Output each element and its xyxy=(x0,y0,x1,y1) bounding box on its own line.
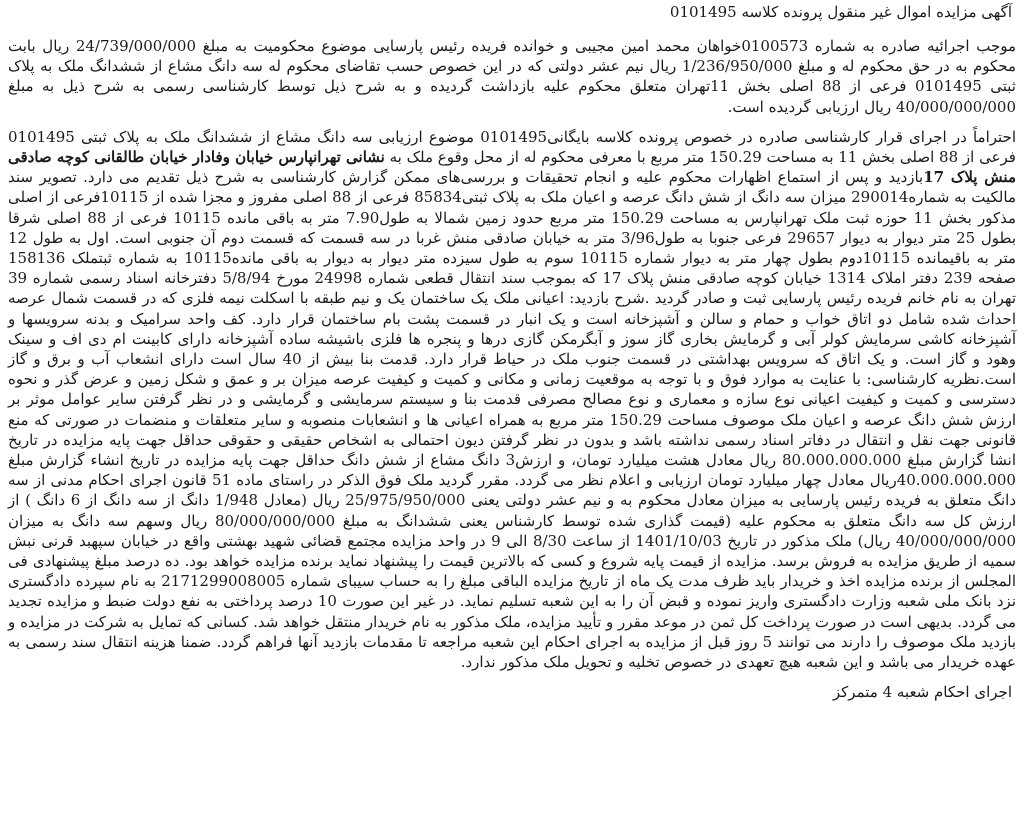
signature-line: اجرای احکام شعبه 4 متمرکز xyxy=(832,683,1012,702)
property-address: نشانی تهرانپارس خیابان وفادار خیابان طالقانی کوچه صادقی منش پلاک 17 xyxy=(8,148,1016,187)
expert-report-text-rest: بازدید و پس از استماع اظهارات محکوم علیه و انجام تحقیقات و بررسی‌های ممکن گزارش کارشناسی به شرح ذیل تقدیم می دارد. تصویر سند مالکیت به شماره290014 میزان سه دانگ از شش دانگ عرصه و اعیان ملک به پلاک ثبتی85834 فرعی از 88 اصلی مفروز و مجزا شده از 10115فرعی از اصلی مذکور بخش 11 حوزه ثبت ملک تهرانپارس به مساحت 150.29 متر مربع حدود زمین شمالا به طول7.90 متر به باقی مانده 10115 فرعی از 88 اصلی شرقا بطول 25 متر دیوار به دیوار 29657 فرعی جنوبا به طول3/96 متر به خیابان صادقی منش غربا در سه قسمت که قسمت دوم آن جنوبی است. اول به طول 12 متر به باقیمانده 10115دوم بطول چهار متر به دیوار شماره 10115 سوم به طول سیزده متر دیوار به دیوار به باقی مانده10115 به شماره ثبتملک 158136 صفحه 239 دفتر املاک 1314 خیابان کوچه صادقی منش پلاک 17 که بموجب سند انتقال قطعی شماره 24998 مورخ 5/8/94 دفترخانه اسناد رسمی شماره 39 تهران به نام خانم فریده رئیس پارسایی ثبت و صادر گردید .شرح بازدید: اعیانی ملک یک ساختمان یک و نیم طبقه با اسکلت نیمه فلزی که در قسمت شمال عرصه احداث شده شامل دو اتاق خواب و حمام و سالن و آشپزخانه است و یک انبار در قسمت پشت بام ساختمان قرار دارد. کف واحد سرامیک و بدنه سرویسها و آشپزخانه کاشی سرمایش کولر آبی و گرمایش بخاری گاز سوز و آبگرمکن گازی درها و پنجره ها فلزی باشیشه ساده آشپزخانه دارای کابینت ام دی اف و سینک وهود و گاز است. و یک اتاق که سرویس بهداشتی در قسمت جنوب ملک در حیاط قرار دارد. قدمت بنا بیش از 40 سال است دارای انشعاب آب و برق و گاز است.نظریه کارشناسی: با عنایت به موارد فوق و با توجه به موقعیت زمانی و مکانی و کمیت و کیفیت عرصه میزان بر و عمق و شکل زمین و عرض گذر و نحوه دسترسی و کمیت و کیفیت اعیانی نوع سازه و معماری و نوع مصالح مصرفی قدمت بنا و سیستم سرمایشی و گرمایشی و در نظر گرفتن سایر عوامل موثر بر ارزش شش دانگ عرصه و اعیان ملک موصوف مساحت 150.29 متر مربع به همراه اعیانی ها و انشعابات منصوبه و سایر متعلقات و منضمات در صورتی که منع قانونی جهت نقل و انتقال در دفاتر اسناد رسمی نداشته باشد و بدون در نظر گرفتن دیون احتمالی به اشخاص حقیقی و حقوقی حداقل جهت پایه مزایده در تاریخ انشا گزارش مبلغ 80.000.000.000 ریال معادل هشت میلیارد تومان، و ارزش3 دانگ مشاع از شش دانگ حداقل جهت پایه مزایده در تاریخ انشاء گزارش مبلغ 40.000.000.000ریال معادل چهار میلیارد تومان ارزیابی و اعلام نظر می گردد. مقرر گردید ملک فوق الذکر در راستای ماده 51 قانون اجرای احکام مدنی از سه دانگ متعلق به فریده رئیس پارسایی به میزان معادل محکوم به و نیم عشر دولتی یعنی 25/975/950/000 ریال (معادل 1/948 دانگ از سه دانگ از 6 دانگ ) از ارزش کل سه دانگ متعلق به محکوم علیه (قیمت گذاری شده توسط کارشناس یعنی ششدانگ به مبلغ 80/000/000/000 ریال وسهم سه دانگ به میزان 40/000/000/000 ریال) ملک مذکور در تاریخ 1401/10/03 از ساعت 8/30 الی 9 در واحد مزایده مجتمع قضائی شهید بهشتی واقع در خیابان سپهبد قرنی نبش سمیه از طریق مزایده به فروش برسد. مزایده از قیمت پایه شروع و کسی که بالاترین قیمت را پیشنهاد نماید برنده مزایده خواهد بود. ده درصد مبلغ پیشنهادی فی المجلس از برنده مزایده اخذ و خریدار باید ظرف مدت یک ماه از تاریخ مزایده الباقی مبلغ را به حساب سیبای شماره 2171299008005 به نام سپرده دادگستری نزد بانک ملی شعبه وزارت دادگستری واریز نموده و قبض آن را به این شعبه تسلیم نماید. در غیر این صورت 10 درصد پرداختی به نفع دولت ضبط و مزایده تجدید می گردد. بدیهی است در صورت پرداخت کل ثمن در موعد مقرر و تأیید مزایده، ملک مذکور به نام خریدار منتقل خواهد شد. کسانی که تمایل به شرکت در مزایده و بازدید ملک موصوف را دارند می توانند 5 روز قبل از مزایده به اجرای احکام این شعبه مراجعه تا مقدمات بازدید آنها فراهم گردد. ضمنا هزینه انتقال سند رسمی به عهده خریدار می باشد و این شعبه هیچ تعهدی در خصوص تخلیه و تحویل ملک مذکور ندارد. xyxy=(8,168,1017,672)
document-title: آگهی مزایده اموال غیر منقول پرونده کلاسه 0101495 xyxy=(669,3,1012,21)
expert-report-text-start: احتراماً در اجرای قرار کارشناسی صادره در خصوص پرونده کلاسه بایگانی0101495 موضوع ارزیابی سه دانگ مشاع از ششدانگ ملک به پلاک ثبتی 0101495 فرعی از 88 اصلی بخش 11 به مساحت 150.29 متر مربع با معرفی محکوم له از محل وقوع ملک به xyxy=(8,127,1016,167)
paragraph-enforcement-order: موجب اجرائیه صادره به شماره 0100573خواهان محمد امین مجیبی و خوانده فریده رئیس پارسایی موضوع محکومیت به مبلغ 24/739/000/000 ریال بابت محکوم به در حق محکوم له و مبلغ 1/236/950/000 ریال نیم عشر دولتی که در این خصوص حسب تقاضای محکوم له سه دانگ مشاع از ششدانگ ملک به پلاک ثبتی 0101495 فرعی از 88 اصلی بخش 11تهران متعلق محکوم علیه بازداشت گردیده و به شرح ذیل توسط کارشناسی رسمی به شرح ذیل به مبلغ 40/000/000/000 ریال ارزیابی گردیده است. xyxy=(8,37,1017,116)
paragraph-expert-report xyxy=(8,127,1016,672)
